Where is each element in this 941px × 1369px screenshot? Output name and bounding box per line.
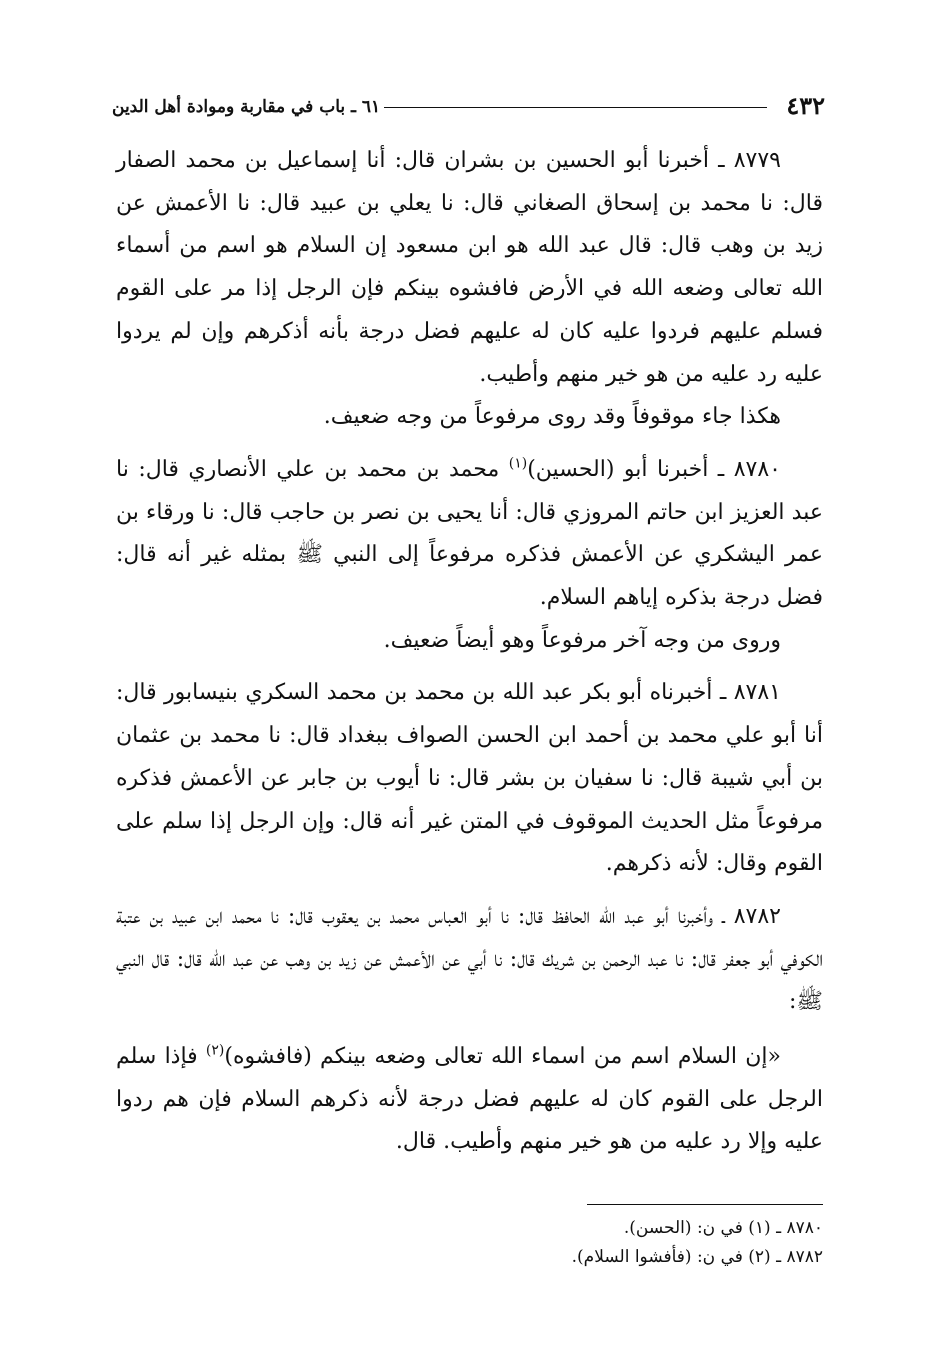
commentary-1: هكذا جاء موقوفاً وقد روى مرفوعاً من وجه ضعيف. — [323, 404, 781, 430]
footnote-2: ٨٧٨٢ ـ (٢) في ن: (فأفشوا السلام). — [571, 1247, 823, 1267]
footnote-1: ٨٧٨٠ ـ (١) في ن: (الحسن). — [623, 1218, 823, 1238]
footnote-rule — [587, 1204, 823, 1205]
hadith-text: ـ أخبرنا أبو (الحسين) — [527, 456, 734, 482]
hadith-number: ٨٧٧٩ — [733, 148, 781, 173]
hadith-number: ٨٧٨٠ — [733, 456, 781, 482]
quote-text-cont: فإذا سلم الرجل على القوم كان له عليهم فضل درجة لأنه ذكرهم السلام فإن هم ردوا عليه وإلا رد عليه من هو خير منهم وأطيب. قال. — [116, 1044, 823, 1155]
hadith-text: ـ وأخبرنا أبو عبد الله الحافظ قال: نا أبو العباس محمد بن يعقوب قال: نا محمد ابن عبيد بن عتبة الكوفي أبو جعفر قال: نا عبد الرحمن بن شريك قال: نا أبي عن الأعمش عن زيد بن وهب عن عبد الله قال: قال النبي ﷺ: — [116, 903, 823, 1015]
page-number: ٤٣٢ — [786, 91, 825, 120]
hadith-8781 — [116, 672, 823, 886]
hadith-text: ـ أخبرنا أبو الحسين بن بشران قال: أنا إسماعيل بن محمد الصفار قال: نا محمد بن إسحاق الصغاني قال: نا يعلي بن عبيد قال: نا الأعمش عن زيد بن وهب قال: قال عبد الله هو ابن مسعود إن السلام هو اسم من أسماء الله تعالى وضعه الله في الأرض فافشوه بينكم فإن الرجل إذا مر على القوم فسلم عليهم فردوا عليه كان له عليهم فضل درجة بأنه أذكرهم وإن لم يردوا عليه رد عليه من هو خير منهم وأطيب. — [116, 148, 823, 387]
footnotes — [116, 1214, 823, 1272]
hadith-text-cont: محمد بن محمد بن علي الأنصاري قال: نا عبد العزيز ابن حاتم المروزي قال: أنا يحيى بن نصر بن حاجب قال: نا ورقاء بن عمر اليشكري عن الأعمش فذكره مرفوعاً إلى النبي ﷺ بمثله غير أنه قال: فضل درجة بذكره إياهم السلام. — [116, 456, 823, 611]
quote-text: «إن السلام اسم من اسماء الله تعالى وضعه بينكم (فافشوه) — [224, 1044, 781, 1070]
hadith-number: ٨٧٨٢ — [733, 903, 781, 929]
hadith-text: ـ أخبرناه أبو بكر عبد الله بن محمد بن محمد السكري بنيسابور قال: أنا أبو علي محمد بن أحمد ابن الحسن الصواف ببغداد قال: نا محمد بن عثمان بن أبي شيبة قال: نا سفيان بن بشر قال: نا أيوب بن جابر عن الأعمش فذكره مرفوعاً مثل الحديث الموقوف في المتن غير أنه قال: وإن الرجل إذا سلم على القوم وقال: لأنه ذكرهم. — [116, 680, 823, 877]
commentary-2: وروى من وجه آخر مرفوعاً وهو أيضاً ضعيف. — [383, 627, 781, 653]
hadith-quote — [116, 1036, 823, 1164]
header-rule — [384, 107, 767, 108]
chapter-title: ٦١ ـ باب في مقاربة وموادة أهل الدين — [112, 97, 381, 117]
hadith-8780 — [116, 449, 823, 620]
main-text — [116, 140, 823, 1164]
running-header — [112, 92, 825, 126]
hadith-8782 — [116, 896, 823, 1024]
hadith-number: ٨٧٨١ — [733, 680, 781, 706]
footnote-ref-1[interactable]: (١) — [508, 455, 528, 472]
footnote-ref-2[interactable]: (٢) — [205, 1042, 225, 1059]
hadith-8779 — [116, 140, 823, 396]
